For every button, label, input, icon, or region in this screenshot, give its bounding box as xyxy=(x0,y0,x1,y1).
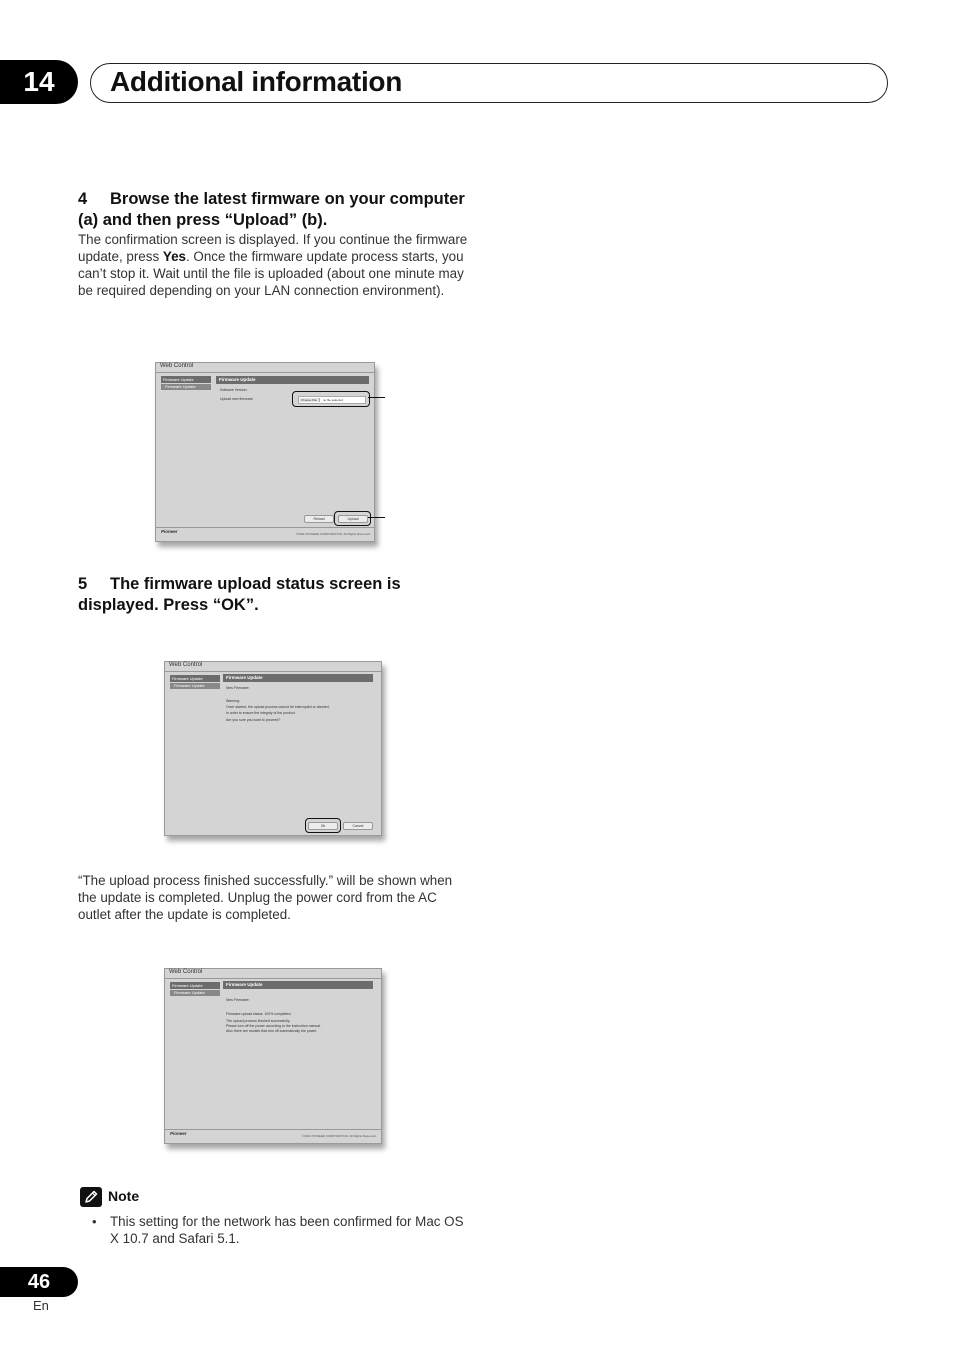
sidebar xyxy=(170,982,220,996)
page-number: 46 xyxy=(0,1267,78,1297)
callout-a-line xyxy=(368,397,385,398)
cancel-button[interactable]: Cancel xyxy=(343,822,373,830)
firmware-panel xyxy=(216,376,369,384)
note-label: Note xyxy=(108,1188,140,1204)
choose-file-button[interactable]: Choose File xyxy=(299,398,320,402)
app-title: Web Control xyxy=(160,363,194,369)
callout-b-line xyxy=(368,517,385,518)
reload-button[interactable]: Reload xyxy=(304,515,334,523)
upload-new-firmware-label: Upload new firmware xyxy=(220,397,253,401)
title-divider xyxy=(165,978,381,979)
footer-divider xyxy=(156,527,374,528)
sidebar-item-firmware-update[interactable]: Firmware Update xyxy=(170,683,220,689)
title-divider xyxy=(165,671,381,672)
sidebar-item-firmware-update[interactable]: Firmware Update xyxy=(170,990,220,996)
instruction-line-1: Please turn off the power according to the instruction manual. xyxy=(226,1024,322,1028)
chapter-number: 14 xyxy=(0,60,78,104)
step-4-body-before: The confirmation screen is displayed. If you continue the firmware update, press xyxy=(78,232,468,264)
sidebar-header: Firmware Update xyxy=(170,675,220,682)
finished-description: “The upload process finished successfully.” will be shown when the update is completed. Unplug the power cord from the AC outlet after the update is completed. xyxy=(78,873,453,922)
app-title: Web Control xyxy=(169,662,203,668)
step-5-number: 5 xyxy=(78,575,88,593)
chapter-title: Additional information xyxy=(110,66,403,97)
no-file-text: no file selected xyxy=(322,398,343,402)
panel-title: Firmware Update xyxy=(223,674,373,682)
upload-finished-line: The upload process finished successfully. xyxy=(226,1019,291,1023)
screenshot-firmware-confirm xyxy=(164,661,382,836)
step-4-body-after: . Once the firmware update process starts, you can’t stop it. Wait until the file is uploaded (about one minute may be required depending on your LAN connection environment). xyxy=(78,249,464,298)
callout-a-ring xyxy=(292,391,370,407)
pioneer-logo: Pioneer xyxy=(170,1131,187,1136)
new-firmware-label: New Firmware: xyxy=(226,998,250,1002)
note-text: This setting for the network has been confirmed for Mac OS X 10.7 and Safari 5.1. xyxy=(110,1214,464,1246)
sidebar xyxy=(170,675,220,689)
page-language: En xyxy=(33,1298,49,1313)
panel-title: Firmware Update xyxy=(223,981,373,989)
sidebar-header: Firmware Update xyxy=(161,376,211,383)
panel-title: Firmware Update xyxy=(216,376,369,384)
step-4-body-bold: Yes xyxy=(162,249,186,264)
screenshot-firmware-complete xyxy=(164,968,382,1144)
warning-line-1: Once started, the upload process cannot be interrupted or aborted, xyxy=(226,705,330,709)
footer-divider xyxy=(165,1129,381,1130)
software-version-label: Software Version: xyxy=(220,388,248,392)
sidebar-item-firmware-update[interactable]: Firmware Update xyxy=(161,384,211,390)
step-4-heading xyxy=(78,189,468,231)
warning-line-2: in order to ensure the integrity of the product. xyxy=(226,711,296,715)
title-divider xyxy=(156,372,374,373)
screenshot-firmware-browse xyxy=(155,362,375,542)
firmware-panel xyxy=(223,981,373,989)
step-5-title: The firmware upload status screen is displayed. Press “OK”. xyxy=(78,575,401,614)
step-4-number: 4 xyxy=(78,190,88,208)
firmware-panel xyxy=(223,674,373,682)
instruction-line-2: Also there are models that turn off automatically the power. xyxy=(226,1029,318,1033)
step-4-title: Browse the latest firmware on your computer (a) and then press “Upload” (b). xyxy=(78,190,465,229)
proceed-question: Are you sure you want to proceed? xyxy=(226,718,281,722)
callout-b-ring xyxy=(334,511,371,526)
step-4-body xyxy=(78,231,470,299)
copyright: ©2011 PIONEER CORPORATION. All Rights Reserved. xyxy=(302,1134,377,1138)
ok-button[interactable]: Ok xyxy=(308,822,338,830)
sidebar xyxy=(161,376,211,390)
app-title: Web Control xyxy=(169,969,203,975)
step-5-heading xyxy=(78,574,478,616)
upload-status-line: Firmware upload status: 100% completed. xyxy=(226,1012,292,1016)
note-bullet: • xyxy=(92,1214,97,1229)
ok-callout-ring xyxy=(305,818,341,833)
pioneer-logo: Pioneer xyxy=(161,529,178,534)
warning-label: Warning: xyxy=(226,699,240,703)
new-firmware-label: New Firmware: xyxy=(226,686,250,690)
upload-button[interactable]: Upload xyxy=(338,515,368,523)
copyright: ©2011 PIONEER CORPORATION. All Rights Reserved. xyxy=(296,532,371,536)
sidebar-header: Firmware Update xyxy=(170,982,220,989)
note-pencil-icon xyxy=(80,1187,102,1207)
